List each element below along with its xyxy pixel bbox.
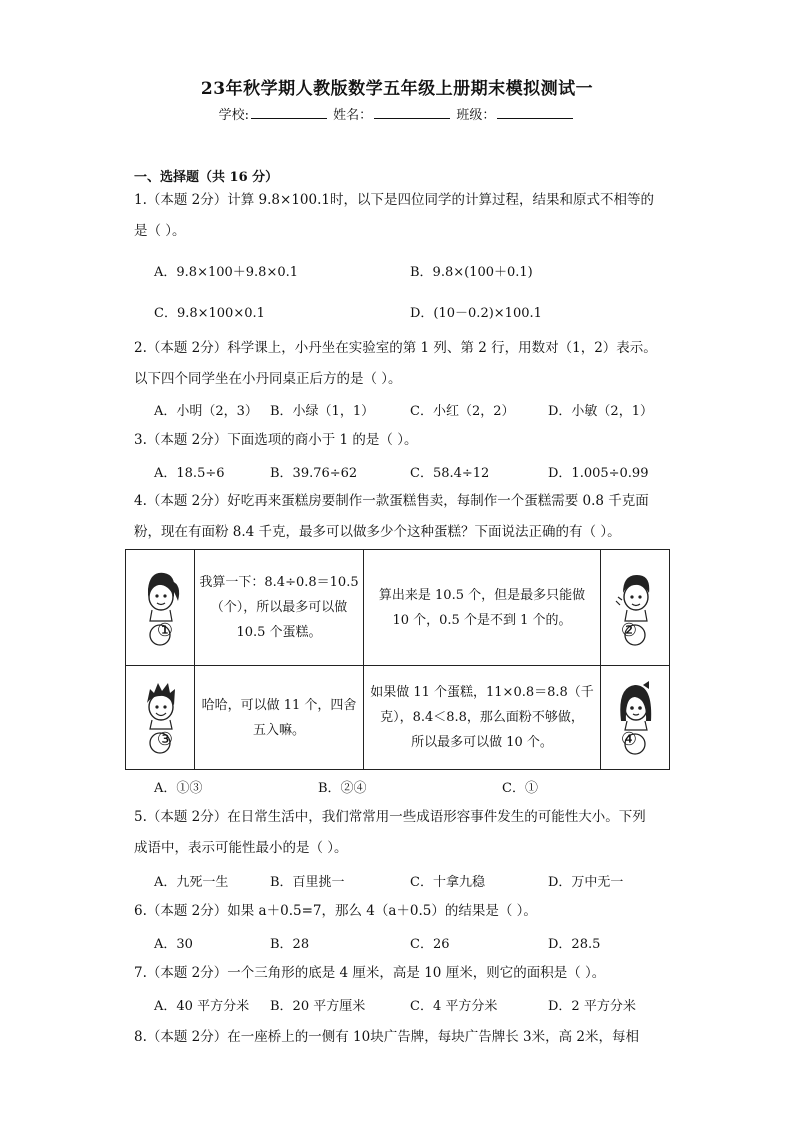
- q1-option-c[interactable]: C．9.8×100×0.1: [154, 306, 265, 321]
- q7-option-b[interactable]: B．20 平方厘米: [270, 999, 366, 1014]
- answer-4-line-2: 克），8.4＜8.8，那么面粉不够做，: [380, 710, 584, 725]
- question-5-line-1: 5.（本题 2分）在日常生活中，我们常常用一些成语形容事件发生的可能性大小。下列: [134, 809, 646, 825]
- student-2-picture: [601, 550, 670, 666]
- student-info: [0, 104, 794, 123]
- question-1-line-2: 是（ ）。: [134, 223, 186, 239]
- student-1-picture: [126, 550, 195, 666]
- question-2-line-2: 以下四个同学坐在小丹同桌正后方的是（ ）。: [134, 371, 402, 387]
- answer-3-line-1: 哈哈，可以做 11 个，四舍: [201, 697, 357, 713]
- student-2-label: ②: [620, 620, 638, 641]
- name-blank[interactable]: [374, 106, 450, 119]
- answer-4-line-1: 如果做 11 个蛋糕，11×0.8＝8.8（千: [370, 685, 594, 700]
- answer-1-line-2: （个），所以最多可以做: [210, 600, 348, 615]
- student-4-picture: [601, 666, 670, 770]
- q3-option-b[interactable]: B．39.76÷62: [270, 466, 358, 481]
- q5-option-a[interactable]: A．九死一生: [154, 875, 229, 890]
- answer-4-line-3: 所以最多可以做 10 个。: [411, 735, 553, 750]
- q6-option-c[interactable]: C．26: [410, 937, 450, 952]
- student-3-picture: [126, 666, 195, 770]
- section-heading: 一、选择题（共 16 分）: [134, 170, 279, 185]
- answer-1-line-3: 10.5 个蛋糕。: [236, 625, 322, 640]
- q7-option-c[interactable]: C．4 平方分米: [410, 999, 498, 1014]
- q3-option-a[interactable]: A．18.5÷6: [154, 466, 225, 481]
- student-answers-table: [125, 549, 670, 770]
- answer-2-line-1: 算出来是 10.5 个，但是最多只能做: [378, 587, 586, 603]
- q4-option-b[interactable]: B．②④: [318, 781, 367, 796]
- q5-option-b[interactable]: B．百里挑一: [270, 875, 345, 890]
- answer-4: [364, 666, 601, 770]
- q7-option-a[interactable]: A．40 平方分米: [154, 999, 250, 1014]
- q6-option-d[interactable]: D．28.5: [548, 937, 601, 952]
- student-3-label: ③: [156, 729, 174, 750]
- q1-option-a[interactable]: A．9.8×100＋9.8×0.1: [154, 265, 299, 280]
- q1-option-d[interactable]: D．(10－0.2)×100.1: [410, 306, 542, 321]
- question-7-line-1: 7.（本题 2分）一个三角形的底是 4 厘米，高是 10 厘米，则它的面积是（ ）。: [134, 965, 606, 981]
- answer-1-line-1: 我算一下：8.4÷0.8＝10.5: [199, 575, 359, 590]
- question-2-line-1: 2.（本题 2分）科学课上，小丹坐在实验室的第 1 列、第 2 行，用数对（1，2）表示。: [134, 340, 657, 356]
- name-label: 姓名：: [333, 108, 373, 123]
- question-3-line-1: 3.（本题 2分）下面选项的商小于 1 的是（ ）。: [134, 432, 418, 448]
- q2-option-d[interactable]: D．小敏（2，1）: [548, 404, 653, 419]
- q1-option-b[interactable]: B．9.8×(100＋0.1): [410, 265, 533, 280]
- answer-1: [195, 550, 364, 666]
- question-6-line-1: 6.（本题 2分）如果 a＋0.5=7，那么 4（a＋0.5）的结果是（ ）。: [134, 903, 537, 919]
- class-label: 班级：: [456, 108, 496, 123]
- q3-option-c[interactable]: C．58.4÷12: [410, 466, 490, 481]
- school-label: 学校:: [218, 108, 250, 123]
- page-title: 23年秋学期人教版数学五年级上册期末模拟测试一: [200, 79, 594, 99]
- q2-option-b[interactable]: B．小绿（1，1）: [270, 404, 375, 419]
- question-5-line-2: 成语中，表示可能性最小的是（ ）。: [134, 840, 348, 856]
- answer-2-line-2: 10 个，0.5 个是不到 1 个的。: [392, 612, 572, 628]
- q6-option-a[interactable]: A．30: [154, 937, 193, 952]
- answer-2: [364, 550, 601, 666]
- student-4-label: ④: [620, 729, 638, 750]
- question-4-line-2: 粉，现在有面粉 8.4 千克，最多可以做多少个这种蛋糕？下面说法正确的有（ ）。: [134, 524, 621, 540]
- q3-option-d[interactable]: D．1.005÷0.99: [548, 466, 649, 481]
- student-1-label: ①: [156, 620, 174, 641]
- q7-option-d[interactable]: D．2 平方分米: [548, 999, 636, 1014]
- q5-option-d[interactable]: D．万中无一: [548, 875, 624, 890]
- q2-option-c[interactable]: C．小红（2，2）: [410, 404, 515, 419]
- school-blank[interactable]: [251, 106, 327, 119]
- question-1-line-1: 1.（本题 2分）计算 9.8×100.1时，以下是四位同学的计算过程，结果和原式不相等的: [134, 192, 654, 208]
- answer-3-line-2: 五入嘛。: [253, 722, 306, 738]
- q5-option-c[interactable]: C．十拿九稳: [410, 875, 485, 890]
- class-blank[interactable]: [497, 106, 573, 119]
- question-8-line-1: 8.（本题 2分）在一座桥上的一侧有 10块广告牌，每块广告牌长 3米，高 2米，每相: [134, 1029, 639, 1045]
- q4-option-a[interactable]: A．①③: [154, 781, 203, 796]
- question-4-line-1: 4.（本题 2分）好吃再来蛋糕房要制作一款蛋糕售卖，每制作一个蛋糕需要 0.8 千克面: [134, 493, 649, 509]
- q2-option-a[interactable]: A．小明（2，3）: [154, 404, 258, 419]
- answer-3: [195, 666, 364, 770]
- q4-option-c[interactable]: C．①: [502, 781, 538, 796]
- q6-option-b[interactable]: B．28: [270, 937, 310, 952]
